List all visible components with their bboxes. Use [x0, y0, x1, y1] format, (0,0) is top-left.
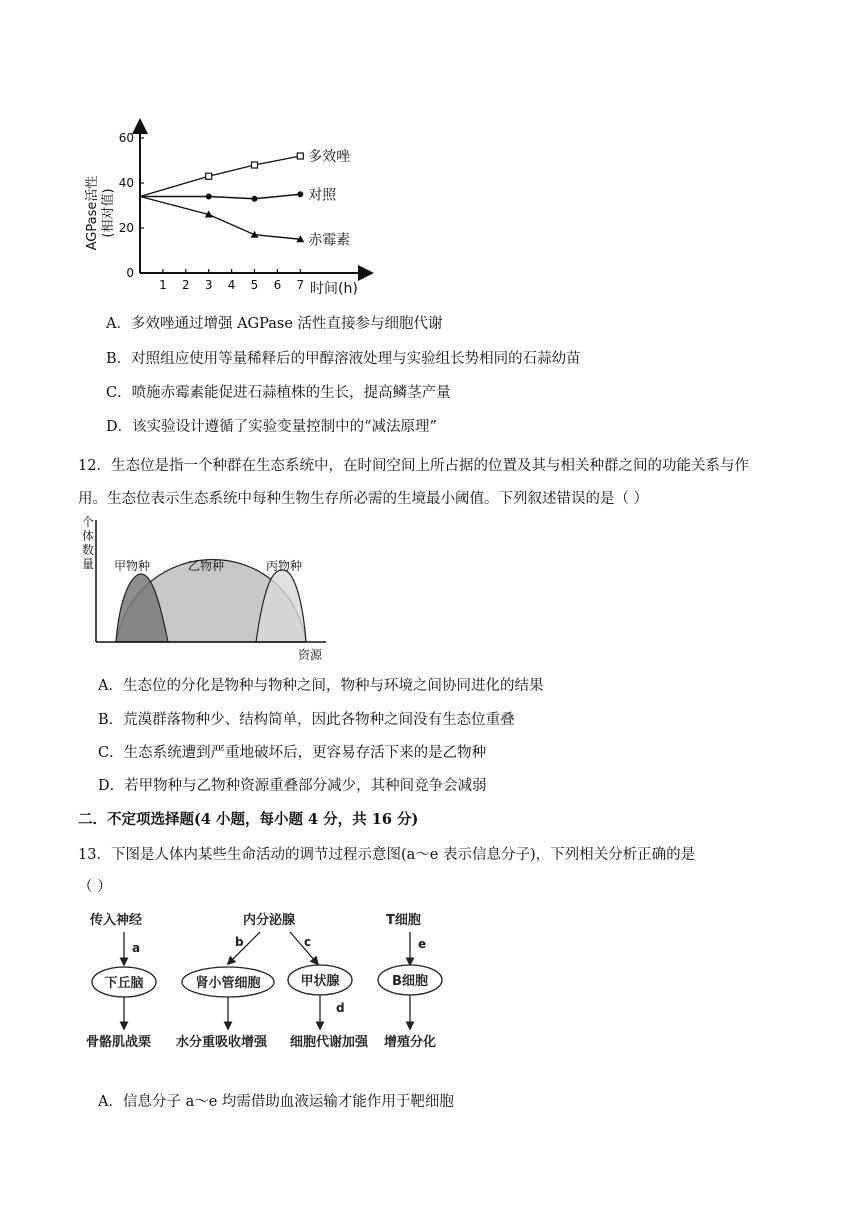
data-point — [206, 173, 212, 179]
source-afferent-nerve: 传入神经 — [90, 913, 143, 928]
niche-ylabel-char-3: 数 — [82, 543, 95, 557]
series-line — [140, 156, 300, 197]
label-d: d — [336, 1001, 345, 1015]
y-axis-label-line2: (相对值) — [101, 188, 116, 238]
q12-option-c: C．生态系统遭到严重地破坏后，更容易存活下来的是乙物种 — [98, 745, 487, 761]
result-proliferation: 增殖分化 — [384, 1035, 437, 1050]
data-point — [297, 153, 303, 159]
y-tick-label: 40 — [118, 176, 134, 190]
result-water-reabsorption: 水分重吸收增强 — [176, 1035, 268, 1050]
x-tick-label: 4 — [227, 278, 236, 292]
regulation-diagram — [80, 906, 460, 1056]
series-label: 多效唑 — [308, 149, 351, 165]
series-line — [140, 197, 300, 240]
q12-option-a: A．生态位的分化是物种与物种之间，物种与环境之间协同进化的结果 — [98, 678, 544, 694]
x-tick-label: 2 — [181, 278, 190, 292]
q13-stem-line1: 13．下图是人体内某些生命活动的调节过程示意图(a～e 表示信息分子)，下列相关分析正确的是 — [78, 847, 696, 863]
niche-figure — [78, 512, 338, 664]
species-bing-label: 丙物种 — [266, 559, 303, 573]
x-tick-label: 3 — [204, 278, 213, 292]
section-2-title: 二．不定项选择题(4 小题，每小题 4 分，共 16 分) — [78, 811, 419, 828]
niche-xlabel: 资源 — [298, 648, 323, 662]
q12-option-d: D．若甲物种与乙物种资源重叠部分减少，其种间竞争会减弱 — [98, 778, 487, 794]
q12-option-b: B．荒漠群落物种少、结构简单，因此各物种之间没有生态位重叠 — [98, 712, 515, 728]
label-a: a — [132, 941, 141, 955]
niche-ylabel-char-2: 体 — [82, 529, 95, 543]
label-b: b — [235, 935, 244, 949]
target-renal-tubule: 肾小管细胞 — [195, 976, 261, 991]
series-line — [140, 194, 300, 199]
label-c: c — [304, 935, 312, 949]
arrow-c — [290, 932, 316, 962]
x-tick-label: 6 — [273, 278, 282, 292]
y-tick-label: 60 — [118, 131, 134, 145]
result-shivering: 骨骼肌战栗 — [86, 1035, 152, 1050]
q11-option-b: B．对照组应使用等量稀释后的甲醇溶液处理与实验组长势相同的石蒜幼苗 — [106, 351, 581, 367]
series-label: 对照 — [308, 187, 337, 204]
x-tick-label: 1 — [159, 278, 167, 292]
source-endocrine-gland: 内分泌腺 — [243, 913, 296, 928]
data-point — [206, 194, 212, 200]
niche-ylabel-char-1: 个 — [82, 515, 95, 529]
species-jia-label: 甲物种 — [114, 559, 151, 573]
x-axis-label: 时间(h) — [310, 281, 358, 297]
agpase-line-chart — [70, 118, 390, 300]
q13-option-a: A．信息分子 a～e 均需借助血液运输才能作用于靶细胞 — [98, 1094, 454, 1110]
q11-option-d: D．该实验设计遵循了实验变量控制中的“减法原理” — [106, 419, 437, 435]
q12-stem-line2: 用。生态位表示生态系统中每种生物生存所必需的生境最小阈值。下列叙述错误的是（ ） — [78, 491, 649, 507]
result-metabolism: 细胞代谢加强 — [290, 1035, 369, 1050]
data-point — [297, 191, 303, 197]
x-tick-label: 5 — [250, 278, 259, 292]
target-thyroid: 甲状腺 — [300, 974, 340, 989]
q12-stem-line1: 12．生态位是指一个种群在生态系统中，在时间空间上所占据的位置及其与相关种群之间的功能关系与作 — [78, 458, 749, 474]
x-tick-label: 7 — [296, 278, 305, 292]
label-e: e — [418, 937, 427, 951]
species-yi-label: 乙物种 — [188, 559, 225, 573]
q13-stem-line2: （ ） — [78, 879, 112, 895]
y-tick-label: 0 — [126, 266, 134, 280]
target-hypothalamus: 下丘脑 — [104, 976, 144, 991]
series-label: 赤霉素 — [308, 232, 351, 249]
data-point — [252, 196, 258, 202]
q11-option-c: C．喷施赤霉素能促进石蒜植株的生长，提高鳞茎产量 — [106, 385, 451, 401]
niche-ylabel-char-4: 量 — [82, 557, 95, 571]
source-t-cell: T细胞 — [386, 913, 421, 928]
target-b-cell: B细胞 — [392, 974, 428, 989]
q11-option-a: A．多效唑通过增强 AGPase 活性直接参与细胞代谢 — [106, 316, 443, 332]
data-point — [252, 162, 258, 168]
y-axis-label-line1: AGPase活性 — [85, 175, 100, 251]
y-tick-label: 20 — [118, 221, 134, 235]
